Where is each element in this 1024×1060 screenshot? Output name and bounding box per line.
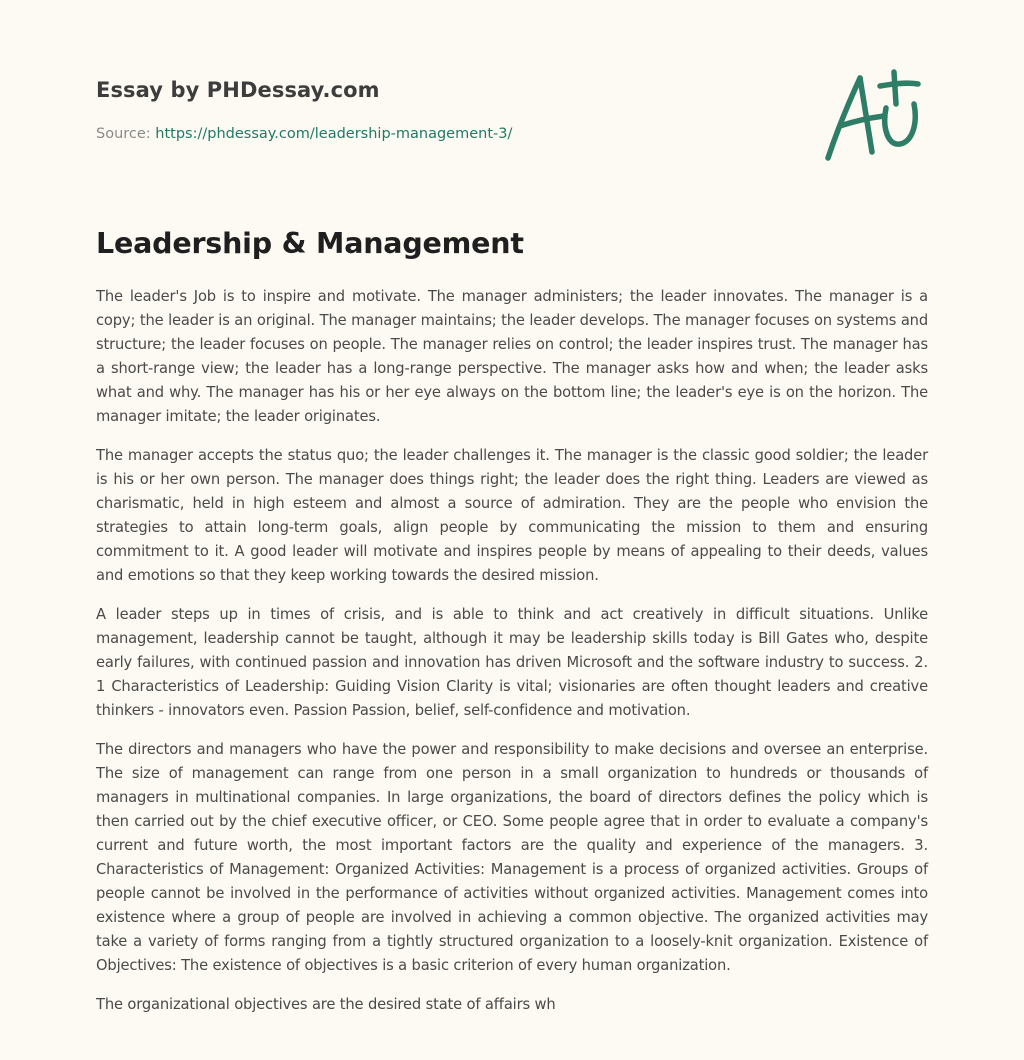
page-header: [96, 76, 796, 144]
article-paragraph: A leader steps up in times of crisis, and is able to think and act creatively in difficult situations. Unlike management, leadership cannot be taught, although it may be leadership skills today is Bill Gates who, despite early failures, with continued passion and innovation has driven Microsoft and the software industry to success. 2. 1 Characteristics of Leadership: Guiding Vision Clarity is vital; visionaries are often thought leaders and creative thinkers - innovators even. Passion Passion, belief, self-confidence and motivation.: [96, 606, 928, 719]
site-brand: Essay by PHDessay.com: [96, 78, 380, 102]
article-paragraph: The manager accepts the status quo; the leader challenges it. The manager is the classic good soldier; the leader is his or her own person. The manager does things right; the leader does the right thing. Leaders are viewed as charismatic, held in high esteem and almost a source of admiration. They are the people who envision the strategies to attain long-term goals, align people by communicating the mission to them and ensuring commitment to it. A good leader will motivate and inspires people by means of appealing to their deeds, values and emotions so that they keep working towards the desired mission.: [96, 447, 928, 584]
a-plus-grade-icon: [818, 64, 930, 168]
article-paragraph: The organizational objectives are the desired state of affairs wh: [96, 996, 556, 1013]
article-body: [96, 285, 928, 1032]
article-paragraph: The leader's Job is to inspire and motivate. The manager administers; the leader innovates. The manager is a copy; the leader is an original. The manager maintains; the leader develops. The manager focuses on systems and structure; the leader focuses on people. The manager relies on control; the leader inspires trust. The manager has a short-range view; the leader has a long-range perspective. The manager asks how and when; the leader asks what and why. The manager has his or her eye always on the bottom line; the leader's eye is on the horizon. The manager imitate; the leader originates.: [96, 288, 928, 425]
article-paragraph: The directors and managers who have the power and responsibility to make decisions and oversee an enterprise. The size of management can range from one person in a small organization to hundreds or thousands of managers in multinational companies. In large organizations, the board of directors defines the policy which is then carried out by the chief executive officer, or CEO. Some people agree that in order to evaluate a company's current and future worth, the most important factors are the quality and experience of the managers. 3. Characteristics of Management: Organized Activities: Management is a process of organized activities. Groups of people cannot be involved in the performance of activities without organized activities. Management comes into existence where a group of people are involved in achieving a common objective. The organized activities may take a variety of forms ranging from a tightly structured organization to a loosely-knit organization. Existence of Objectives: The existence of objectives is a basic criterion of every human organization.: [96, 741, 928, 974]
source-label: Source:: [96, 126, 151, 142]
source-line: [96, 124, 796, 144]
article-title: Leadership & Management: [96, 227, 524, 260]
source-link[interactable]: https://phdessay.com/leadership-management-3/: [155, 126, 513, 142]
